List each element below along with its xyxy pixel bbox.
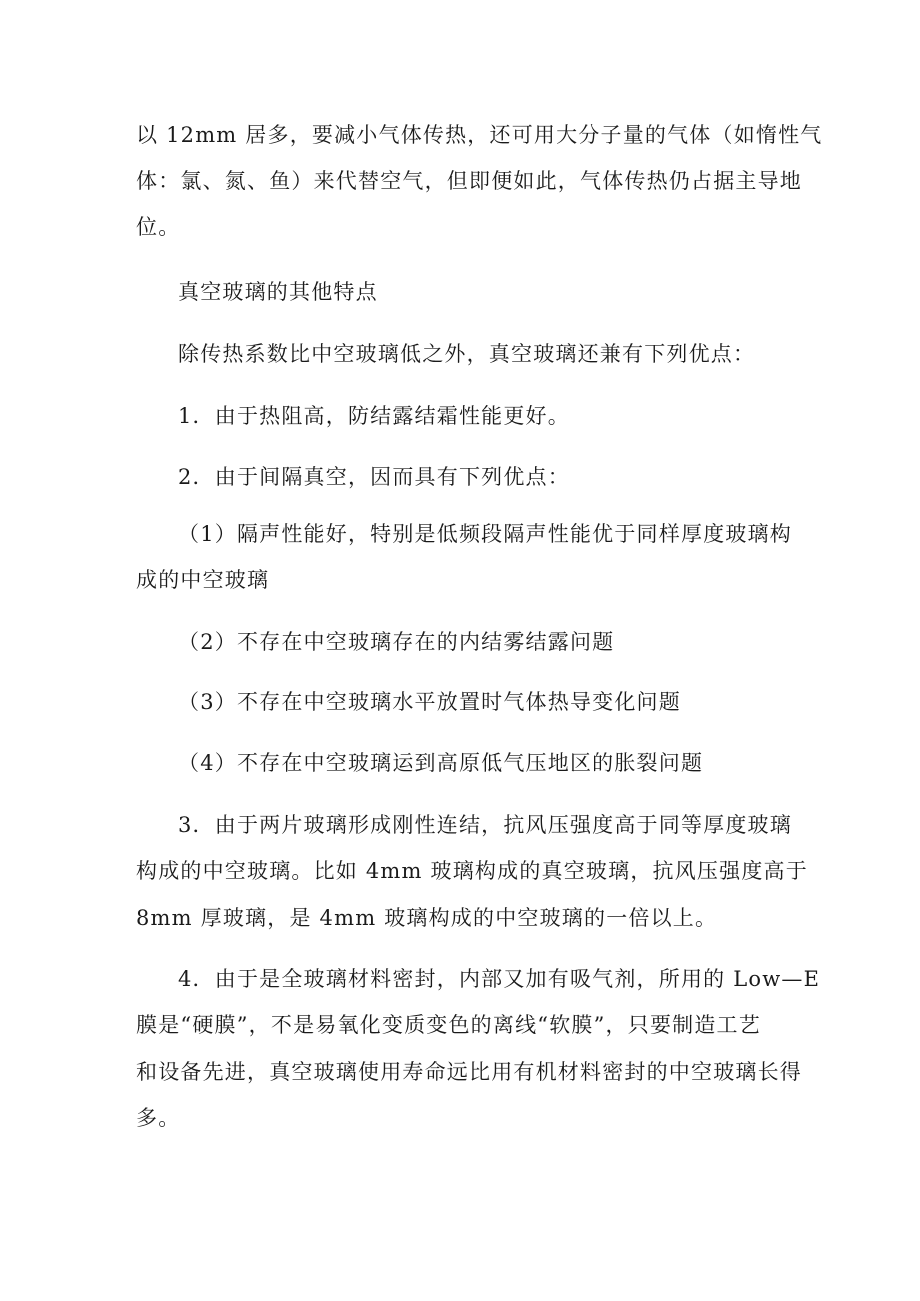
sub-list-item: 成的中空玻璃 <box>136 568 270 592</box>
paragraph-line: 膜是“硬膜”，不是易氧化变质变色的离线“软膜”，只要制造工艺 <box>136 1013 761 1037</box>
paragraph-line: 以 12mm 居多，要减小气体传热，还可用大分子量的气体（如惰性气 <box>136 123 823 147</box>
sub-list-item: （3）不存在中空玻璃水平放置时气体热导变化问题 <box>178 690 681 714</box>
list-item: 2．由于间隔真空，因而具有下列优点： <box>178 465 570 489</box>
paragraph-line: 和设备先进，真空玻璃使用寿命远比用有机材料密封的中空玻璃长得 <box>136 1060 802 1084</box>
paragraph-line: 体：氯、氮、鱼）来代替空气，但即便如此，气体传热仍占据主导地 <box>136 169 802 193</box>
sub-list-item: （2）不存在中空玻璃存在的内结雾结露问题 <box>178 630 615 654</box>
sub-list-item: （1）隔声性能好，特别是低频段隔声性能优于同样厚度玻璃构 <box>178 522 792 546</box>
sub-list-item: （4）不存在中空玻璃运到高原低气压地区的胀裂问题 <box>178 751 704 775</box>
paragraph-line: 位。 <box>136 215 181 239</box>
paragraph-line: 构成的中空玻璃。比如 4mm 玻璃构成的真空玻璃，抗风压强度高于 <box>136 859 808 883</box>
paragraph-line: 多。 <box>136 1106 181 1130</box>
paragraph-line: 8mm 厚玻璃，是 4mm 玻璃构成的中空玻璃的一倍以上。 <box>136 906 718 930</box>
list-item: 3．由于两片玻璃形成刚性连结，抗风压强度高于同等厚度玻璃 <box>178 813 792 837</box>
paragraph-line: 除传热系数比中空玻璃低之外，真空玻璃还兼有下列优点： <box>178 342 756 366</box>
list-item: 4．由于是全玻璃材料密封，内部又加有吸气剂，所用的 Low—E <box>178 967 821 991</box>
section-heading: 真空玻璃的其他特点 <box>178 280 378 304</box>
list-item: 1．由于热阻高，防结露结霜性能更好。 <box>178 404 570 428</box>
